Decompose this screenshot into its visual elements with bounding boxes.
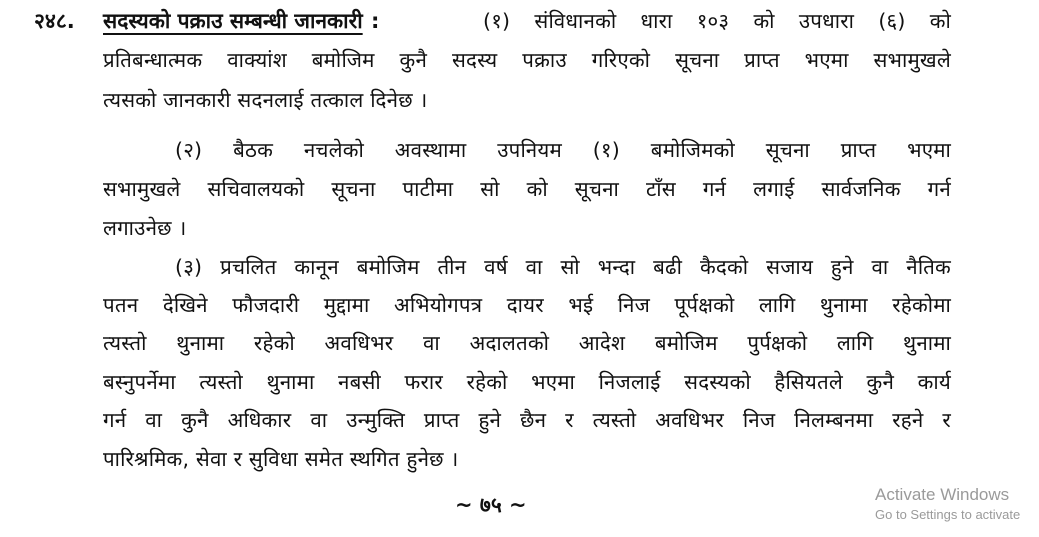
paragraph-3-line-3: त्यस्तो थुनामा रहेको अवधिभर वा अदालतको आदेश बमोजिम पुर्पक्षको लागि थुनामा (103, 331, 951, 355)
section-colon: : (371, 9, 380, 33)
paragraph-2-line-2: सभामुखले सचिवालयको सूचना पाटीमा सो को सूचना टाँस गर्न लगाई सार्वजनिक गर्न (103, 177, 951, 201)
paragraph-1-line-1: (१) संविधानको धारा १०३ को उपधारा (६) को (483, 9, 951, 33)
watermark-title: Activate Windows (875, 485, 1010, 504)
paragraph-3-line-2: पतन देखिने फौजदारी मुद्दामा अभियोगपत्र दायर भई निज पूर्पक्षको लागि थुनामा रहेकोमा (103, 293, 951, 317)
paragraph-3-line-5: गर्न वा कुनै अधिकार वा उन्मुक्ति प्राप्त हुने छैन र त्यस्तो अवधिभर निज निलम्बनमा रहने र (103, 408, 951, 432)
paragraph-3-line-6: पारिश्रमिक, सेवा र सुविधा समेत स्थगित हुनेछ । (103, 447, 459, 471)
watermark-subtitle: Go to Settings to activate (875, 507, 1021, 522)
paragraph-3-line-4: बस्नुपर्नेमा त्यस्तो थुनामा नबसी फरार रहेको भएमा निजलाई सदस्यको हैसियतले कुनै कार्य (103, 370, 951, 394)
paragraph-3-line-1: (३) प्रचलित कानून बमोजिम तीन वर्ष वा सो भन्दा बढी कैदको सजाय हुने वा नैतिक (175, 255, 951, 279)
paragraph-2-line-3: लगाउनेछ । (103, 216, 187, 240)
section-number: २४८. (34, 9, 75, 33)
paragraph-1-line-3: त्यसको जानकारी सदनलाई तत्काल दिनेछ । (103, 88, 428, 112)
activate-windows-watermark (875, 484, 1039, 524)
section-title: सदस्यको पक्राउ सम्बन्धी जानकारी (103, 9, 363, 33)
paragraph-1-line-2: प्रतिबन्धात्मक वाक्यांश बमोजिम कुनै सदस्य पक्राउ गरिएको सूचना प्राप्त भएमा सभामुखले (103, 48, 951, 72)
paragraph-2-line-1: (२) बैठक नचलेको अवस्थामा उपनियम (१) बमोजिमको सूचना प्राप्त भएमा (175, 138, 951, 162)
page-number: ~ ७५ ~ (455, 493, 527, 517)
